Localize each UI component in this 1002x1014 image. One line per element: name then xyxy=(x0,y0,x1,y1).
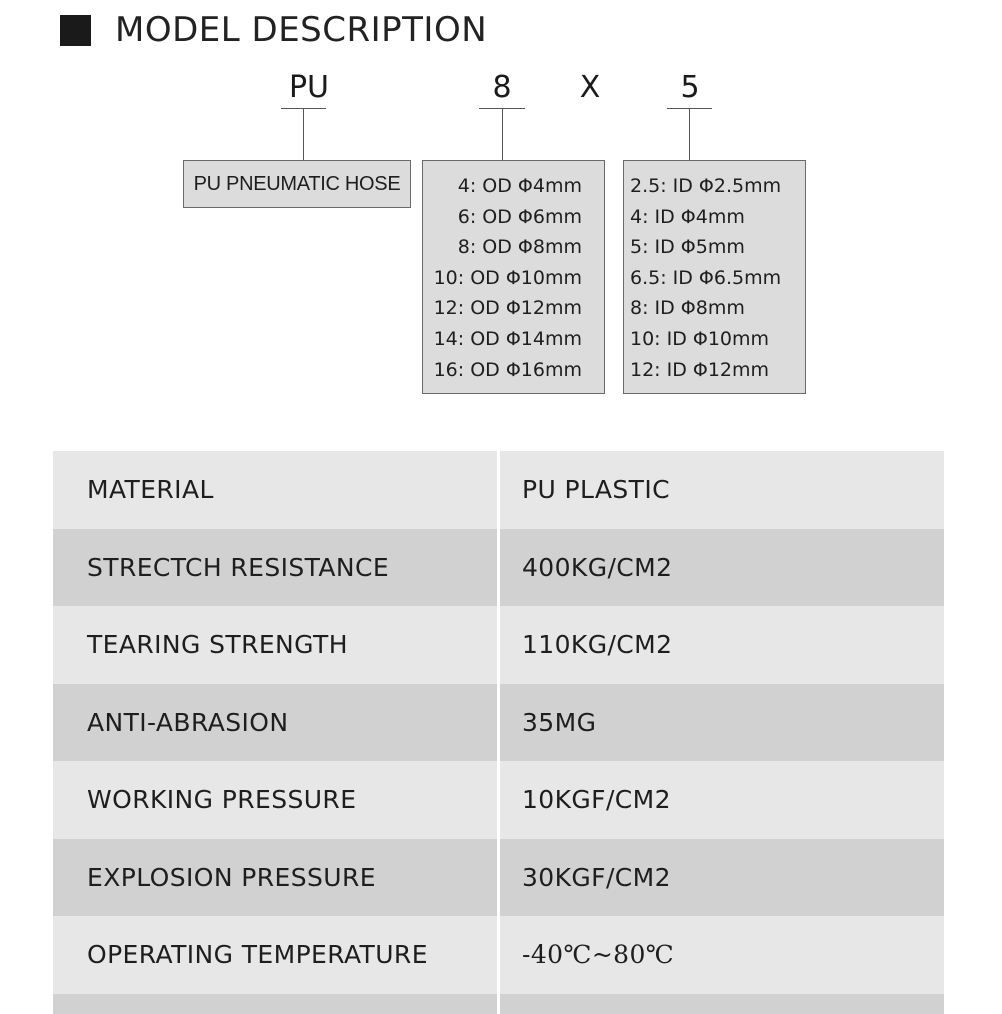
table-row xyxy=(53,684,944,762)
od-option: 14: OD Φ14mm xyxy=(433,327,582,350)
spec-label: ANTI-ABRASION xyxy=(53,684,500,762)
id-option: 2.5: ID Φ2.5mm xyxy=(630,175,782,197)
spec-label: WORKING PRESSURE xyxy=(53,761,500,839)
id-connector xyxy=(689,108,690,160)
id-options-box xyxy=(623,160,806,394)
od-option: 4: OD Φ4mm xyxy=(457,175,582,197)
od-options-box xyxy=(422,160,605,394)
id-option: 6.5: ID Φ6.5mm xyxy=(630,266,782,289)
spec-value: 400KG/CM2 xyxy=(522,552,673,582)
id-option: 8: ID Φ8mm xyxy=(630,297,745,320)
code-separator: X xyxy=(579,70,601,105)
heading-title: MODEL DESCRIPTION xyxy=(115,10,488,50)
spec-table xyxy=(53,451,944,1014)
table-row xyxy=(53,839,944,917)
table-row xyxy=(53,606,944,684)
spec-label: TEARING STRENGTH xyxy=(53,606,500,684)
spec-value: 30KGF/CM2 xyxy=(522,862,671,892)
hose-type-label: PU PNEUMATIC HOSE xyxy=(193,172,401,195)
spec-value-empty xyxy=(500,994,944,1014)
spec-value: PU PLASTIC xyxy=(522,475,670,505)
hose-type-box xyxy=(183,160,411,208)
spec-value: 110KG/CM2 xyxy=(522,630,673,660)
id-option: 5: ID Φ5mm xyxy=(630,236,745,259)
table-row xyxy=(53,451,944,529)
prefix-connector xyxy=(303,108,304,160)
table-row-partial xyxy=(53,994,944,1014)
spec-value: 35MG xyxy=(522,707,597,737)
spec-label: MATERIAL xyxy=(53,451,500,529)
table-row xyxy=(53,761,944,839)
id-option: 10: ID Φ10mm xyxy=(630,327,770,350)
spec-label: EXPLOSION PRESSURE xyxy=(53,839,500,917)
od-option: 16: OD Φ16mm xyxy=(433,358,582,381)
section-heading xyxy=(60,8,487,52)
spec-label-empty xyxy=(53,994,500,1014)
od-option: 12: OD Φ12mm xyxy=(433,297,582,320)
od-option: 8: OD Φ8mm xyxy=(457,236,582,259)
heading-square-icon xyxy=(60,15,91,46)
od-connector xyxy=(502,108,503,160)
id-option: 12: ID Φ12mm xyxy=(630,358,770,381)
table-row xyxy=(53,916,944,994)
spec-value: -40℃~80℃ xyxy=(522,940,675,970)
code-od: 8 xyxy=(492,70,512,105)
spec-label: STRECTCH RESISTANCE xyxy=(53,529,500,607)
spec-value: 10KGF/CM2 xyxy=(522,785,671,815)
code-id: 5 xyxy=(680,70,700,105)
id-option: 4: ID Φ4mm xyxy=(630,205,745,228)
spec-label: OPERATING TEMPERATURE xyxy=(53,916,500,994)
code-prefix: PU xyxy=(288,70,330,105)
od-option: 10: OD Φ10mm xyxy=(433,266,582,289)
od-option: 6: OD Φ6mm xyxy=(457,205,582,228)
table-row xyxy=(53,529,944,607)
